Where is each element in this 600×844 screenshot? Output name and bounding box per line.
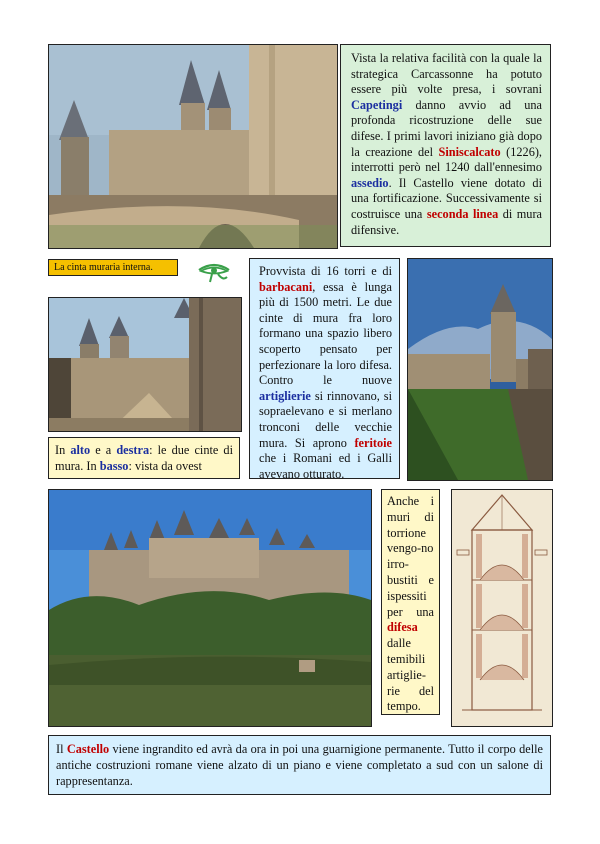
keyword-artiglierie: artiglierie bbox=[259, 388, 311, 403]
photo-ramparts-bridge bbox=[48, 44, 338, 249]
keyword-difesa: difesa bbox=[387, 620, 418, 635]
photo-city-west-view bbox=[48, 489, 372, 727]
caption-photos-text-4: : vista da ovest bbox=[128, 459, 202, 473]
photo-tower-lists bbox=[407, 258, 553, 481]
walls-text-2: dalle temibili artiglie-rie del tempo. bbox=[387, 636, 434, 714]
towers-text-2: , essa è lunga più di 1500 metri. Le due cinte di mura fra loro formano una spazio libero scoperto pensato per perfezionare la loro difesa. Contro le nuove bbox=[259, 279, 392, 388]
caption-photos-text-2: e a bbox=[90, 443, 117, 457]
towers-text-1: Provvista di 16 torri e di bbox=[259, 264, 392, 278]
keyword-alto: alto bbox=[70, 443, 91, 457]
caption-photos bbox=[48, 437, 240, 479]
intro-text-3: (1226), interrotti però nel 1240 dall'ennesimo bbox=[351, 144, 543, 175]
castle-text-1: Il bbox=[56, 742, 67, 756]
caption-inner-wall-text: La cinta muraria interna. bbox=[54, 262, 153, 273]
caption-inner-wall bbox=[48, 259, 178, 276]
eye-of-horus-icon bbox=[197, 261, 231, 283]
walls-text-1: Anche i muri di torrione vengo-no irro-bustiti e ispessiti per una bbox=[387, 494, 434, 619]
walls-text-box bbox=[381, 489, 440, 715]
intro-text-5: di mura difensive. bbox=[351, 206, 543, 237]
towers-text-4: che i Romani ed i Galli avevano otturato. bbox=[259, 451, 392, 481]
keyword-castello: Castello bbox=[66, 742, 110, 756]
keyword-seconda-linea: seconda linea bbox=[426, 206, 499, 221]
castle-text-box bbox=[48, 735, 551, 795]
intro-text-4: . Il Castello viene dotato di una fortificazione. Successivamente si costruisce una bbox=[351, 175, 542, 221]
drawing-tower-cross-section bbox=[451, 489, 553, 727]
intro-text-2: danno avvio ad una profonda ricostruzione delle sue difese. I primi lavori iniziano già dopo la creazione del bbox=[351, 97, 542, 159]
keyword-siniscalcato: Siniscalcato bbox=[438, 144, 501, 159]
keyword-assedio: assedio bbox=[351, 175, 389, 190]
castle-text-2: viene ingrandito ed avrà da ora in poi una guarnigione permanente. Tutto il corpo delle antiche costruzioni romane viene alzato di un piano e viene completato a sud con un salone di rappresentanza. bbox=[56, 742, 543, 788]
keyword-barbacani: barbacani bbox=[259, 279, 313, 294]
intro-text-box bbox=[340, 44, 551, 247]
keyword-feritoie: feritoie bbox=[354, 435, 392, 450]
keyword-destra: destra bbox=[116, 443, 150, 457]
keyword-basso: basso bbox=[99, 459, 129, 473]
intro-text-1: Vista la relativa facilità con la quale la strategica Carcassonne ha potuto essere più volte presa, i sovrani bbox=[351, 51, 542, 97]
keyword-capetingi: Capetingi bbox=[351, 97, 403, 112]
caption-photos-text-3: : le due cinte di mura. In bbox=[55, 443, 234, 473]
photo-double-walls bbox=[48, 297, 242, 432]
caption-photos-text-1: In bbox=[55, 443, 71, 457]
towers-text-3: si rinnovano, si sopraelevano e si merlano tronconi delle vecchie mura. Si aprono bbox=[259, 388, 392, 450]
towers-text-box bbox=[249, 258, 400, 479]
